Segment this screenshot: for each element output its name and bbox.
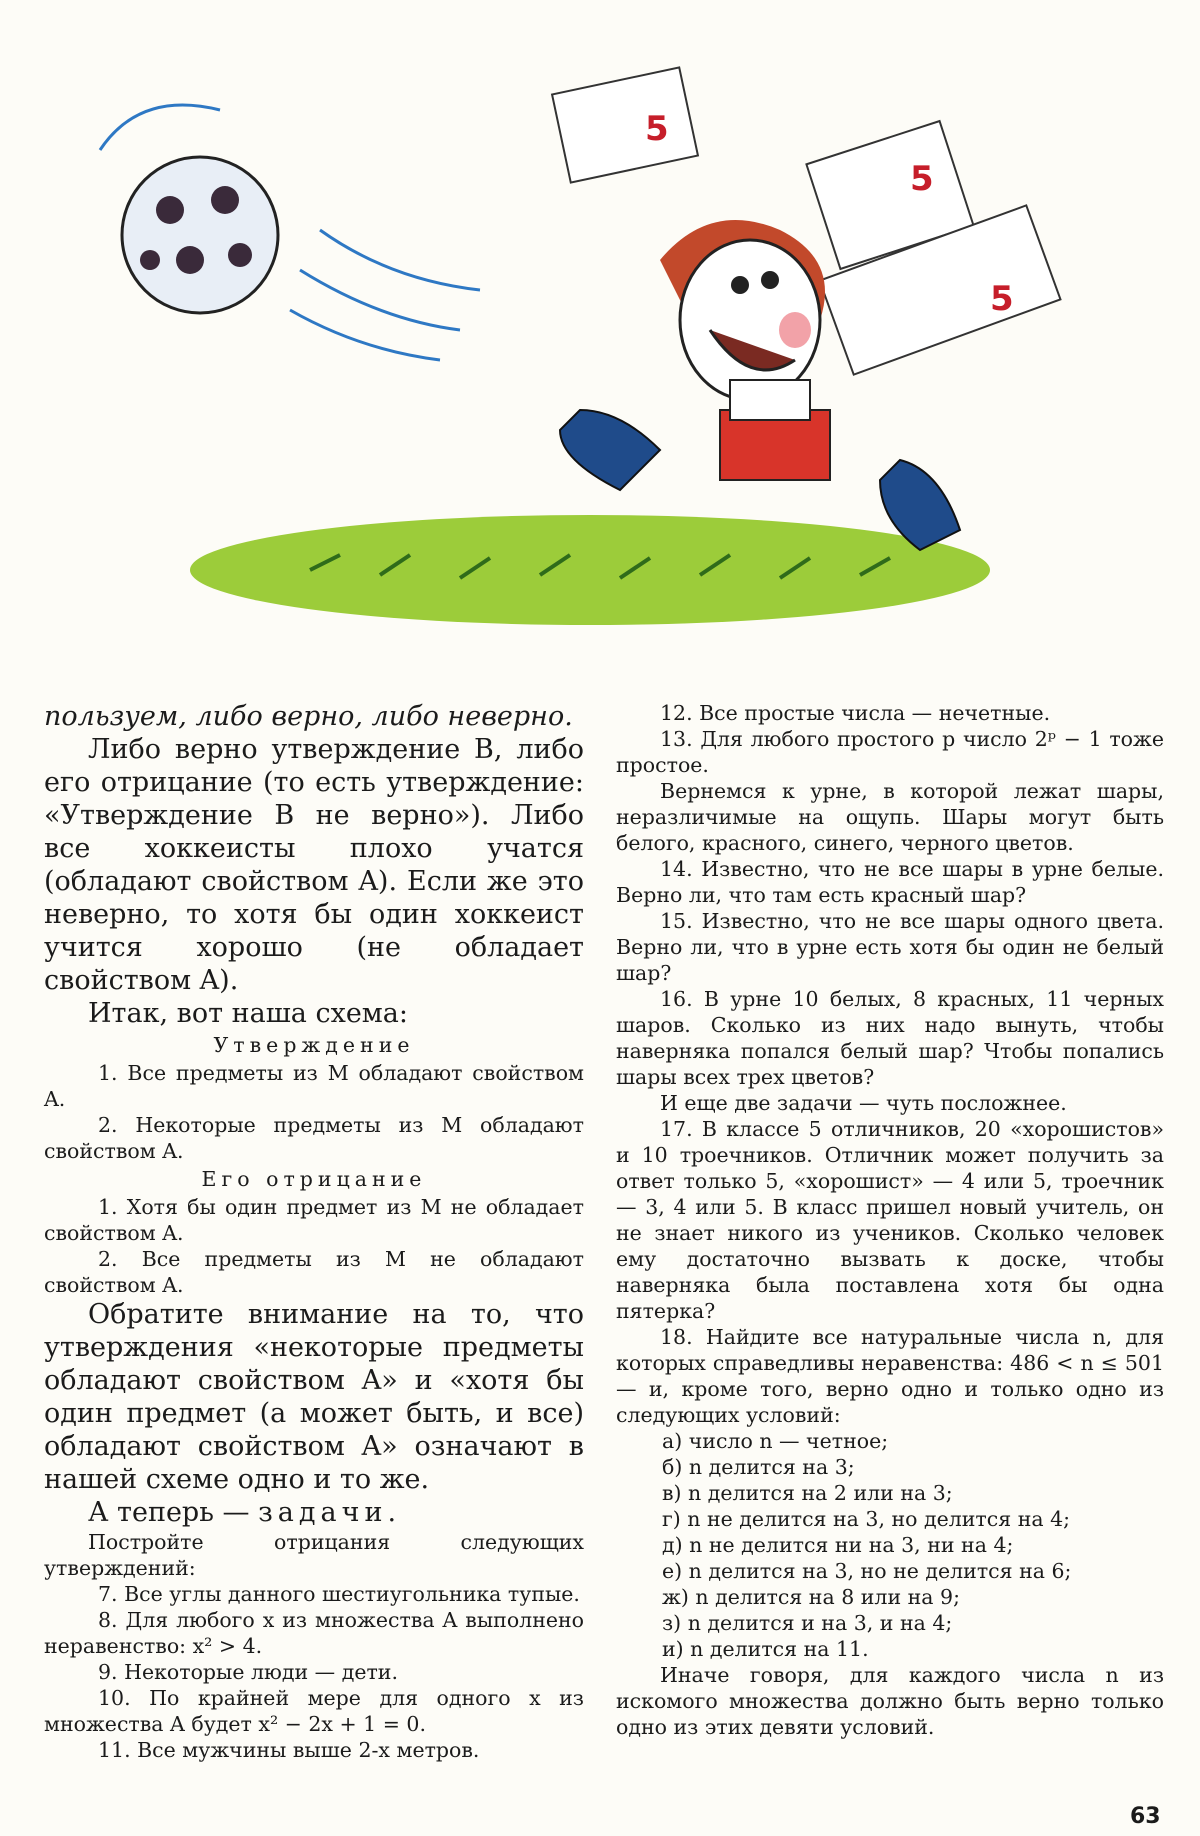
condition-item: з) n делится и на 3, и на 4; bbox=[662, 1611, 953, 1635]
problem-12: 12. Все простые числа — нечетные. bbox=[660, 701, 1051, 725]
svg-text:5: 5 bbox=[645, 109, 669, 149]
problem-13: 13. Для любого простого p число 2ᵖ − 1 тоже простое. bbox=[616, 727, 1164, 777]
condition-item: б) n делится на 3; bbox=[662, 1455, 855, 1479]
paragraph: И еще две задачи — чуть посложнее. bbox=[660, 1091, 1067, 1115]
condition-item: а) число n — четное; bbox=[662, 1429, 889, 1453]
svg-text:5: 5 bbox=[990, 279, 1014, 319]
page-number: 63 bbox=[1130, 1804, 1161, 1829]
condition-item: в) n делится на 2 или на 3; bbox=[662, 1481, 953, 1505]
condition-item: г) n не делится на 3, но делится на 4; bbox=[662, 1507, 1071, 1531]
paragraph: Вернемся к урне, в которой лежат шары, неразличимые на ощупь. Шары могут быть белого, красного, синего, черного цветов. bbox=[616, 779, 1164, 855]
paragraph: Либо верно утверждение B, либо его отрицание (то есть утверждение: «Утверждение B не верно»). Либо все хоккеисты плохо учатся (обладают свойством A). Если же это неверно, то хотя бы один хоккеист учится хорошо (не обладает свойством A). bbox=[44, 734, 584, 996]
problem-8: 8. Для любого x из множества A выполнено неравенство: x² > 4. bbox=[44, 1608, 584, 1658]
section-heading bbox=[44, 1496, 584, 1529]
problem-9: 9. Некоторые люди — дети. bbox=[98, 1660, 398, 1684]
paragraph: Иначе говоря, для каждого числа n из искомого множества должно быть верно только одно из этих девяти условий. bbox=[616, 1663, 1164, 1739]
svg-text:5: 5 bbox=[910, 159, 934, 199]
right-column bbox=[616, 700, 1164, 1740]
scheme-item: 2. Все предметы из M не обладают свойством A. bbox=[44, 1247, 584, 1297]
paragraph: Постройте отрицания следующих утверждений: bbox=[44, 1530, 584, 1580]
soccer-ball bbox=[122, 157, 278, 313]
condition-item: и) n делится на 11. bbox=[662, 1637, 869, 1661]
heading-part-spaced: задачи. bbox=[258, 1497, 402, 1528]
heading: Его отрицание bbox=[201, 1167, 427, 1191]
text-line: пользуем, либо верно, либо неверно. bbox=[44, 701, 573, 732]
paragraph: Обратите внимание на то, что утверждения «некоторые предметы обладают свойством A» и «хотя бы один предмет (а может быть, и все) обладают свойством A» означают в нашей схеме одно и то же. bbox=[44, 1299, 584, 1495]
scheme-item: 2. Некоторые предметы из M обладают свойством A. bbox=[44, 1113, 584, 1163]
condition-item: д) n не делится ни на 3, ни на 4; bbox=[662, 1533, 1014, 1557]
heading-part: А теперь — bbox=[88, 1497, 259, 1528]
problem-7: 7. Все углы данного шестиугольника тупые. bbox=[98, 1582, 580, 1606]
condition-item: ж) n делится на 8 или на 9; bbox=[662, 1585, 960, 1609]
problem-17: 17. В классе 5 отличников, 20 «хорошистов» и 10 троечников. Отличник может получить за ответ только 5, «хорошист» — 4 или 5, троечник — 3, 4 или 5. В класс пришел новый учитель, он не знает никого из учеников. Сколько человек ему достаточно вызвать к доске, чтобы наверняка была поставлена хотя бы одна пятерка? bbox=[616, 1117, 1164, 1323]
condition-item: е) n делится на 3, но не делится на 6; bbox=[662, 1559, 1072, 1583]
problem-14: 14. Известно, что не все шары в урне белые. Верно ли, что там есть красный шар? bbox=[616, 857, 1164, 907]
problem-18: 18. Найдите все натуральные числа n, для которых справедливы неравенства: 486 < n ≤ 501 — и, кроме того, верно одно и только одно из следующих условий: bbox=[616, 1325, 1164, 1427]
heading: Утверждение bbox=[213, 1033, 415, 1057]
paragraph: Итак, вот наша схема: bbox=[88, 998, 408, 1029]
problem-15: 15. Известно, что не все шары одного цвета. Верно ли, что в урне есть хотя бы один не белый шар? bbox=[616, 909, 1164, 985]
problem-10: 10. По крайней мере для одного x из множества A будет x² − 2x + 1 = 0. bbox=[44, 1686, 584, 1736]
problem-16: 16. В урне 10 белых, 8 красных, 11 черных шаров. Сколько из них надо вынуть, чтобы наверняка попался белый шар? Чтобы попались шары всех трех цветов? bbox=[616, 987, 1164, 1089]
problem-11: 11. Все мужчины выше 2-х метров. bbox=[98, 1738, 480, 1762]
scheme-item: 1. Хотя бы один предмет из M не обладает свойством A. bbox=[44, 1195, 584, 1245]
scheme-item: 1. Все предметы из M обладают свойством A. bbox=[44, 1061, 584, 1111]
football-illustration bbox=[60, 30, 1080, 650]
left-column bbox=[44, 700, 584, 1763]
